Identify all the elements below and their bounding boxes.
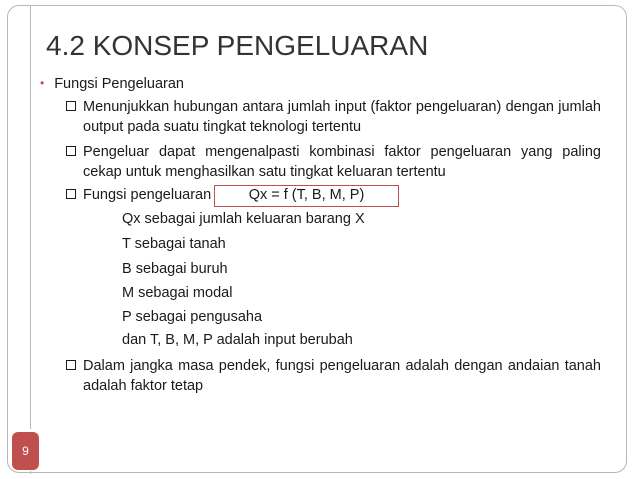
definition-p: P sebagai pengusaha [122, 309, 263, 325]
vertical-rule [30, 5, 31, 429]
sub-item-3-text: Fungsi pengeluaran [83, 187, 212, 203]
definition-t: T sebagai tanah [122, 236, 226, 252]
checkbox-bullet-icon [66, 146, 76, 156]
sub-item-4-text: Dalam jangka masa pendek, fungsi pengeluaran adalah dengan andaian tanah adalah faktor tetap [83, 358, 601, 394]
sub-item-4 [66, 356, 601, 396]
page-number: 9 [12, 432, 39, 470]
sub-item-2 [66, 142, 601, 182]
main-bullet-label: Fungsi Pengeluaran [54, 76, 184, 92]
slide-title: 4.2 KONSEP PENGELUARAN [46, 30, 429, 61]
checkbox-bullet-icon [66, 189, 76, 199]
definition-qx: Qx sebagai jumlah keluaran barang X [122, 211, 365, 227]
definition-m: M sebagai modal [122, 285, 233, 301]
sub-item-1-text: Menunjukkan hubungan antara jumlah input (faktor pengeluaran) dengan jumlah output pada suatu tingkat teknologi tertentu [83, 99, 601, 135]
vertical-rule-bottom [30, 471, 31, 474]
bullet-dot-icon: • [40, 76, 45, 90]
formula-box: Qx = f (T, B, M, P) [214, 185, 399, 207]
main-bullet [40, 76, 184, 92]
checkbox-bullet-icon [66, 101, 76, 111]
sub-item-2-text: Pengeluar dapat mengenalpasti kombinasi faktor pengeluaran yang paling cekap untuk menghasilkan satu tingkat keluaran tertentu [83, 144, 601, 180]
definition-inputs: dan T, B, M, P adalah input berubah [122, 332, 353, 348]
checkbox-bullet-icon [66, 360, 76, 370]
definition-b: B sebagai buruh [122, 261, 228, 277]
sub-item-1 [66, 97, 601, 137]
